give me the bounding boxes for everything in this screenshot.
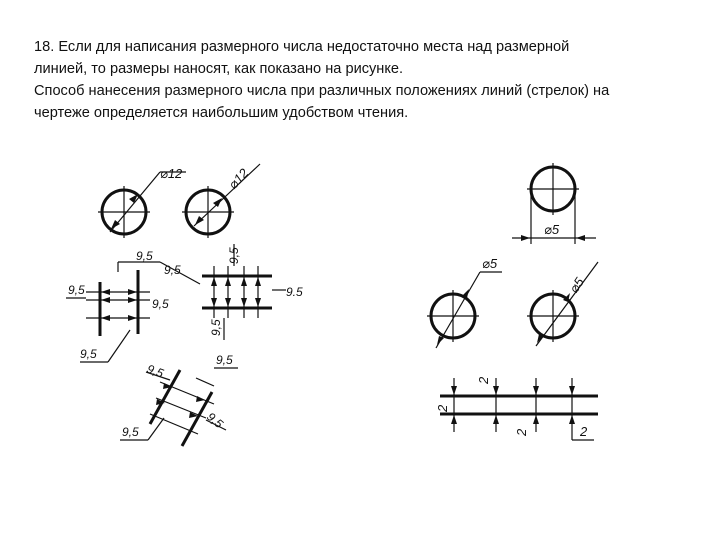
dimension-label: 2 [435,404,450,412]
dimension-label: ⌀12 [160,166,183,181]
dimension-label: 2 [514,428,529,436]
circle-dimension-mid-left [427,256,502,348]
dimension-label: 2 [476,376,491,384]
dimension-label: 9.5 [286,285,303,299]
circle-dimension-mid-right [527,262,598,346]
dimension-label: 9,5 [136,249,153,263]
text-line: линией, то размеры наносят, как показано на рисунке. [34,61,404,77]
dimension-label: ⌀5 [544,222,560,237]
dimension-label: 9,5 [164,263,181,277]
dimension-stack-center [160,244,303,340]
dimension-label: 9,5 [227,247,241,264]
dimension-label: ⌀5 [482,256,498,271]
dimension-label: 9,5 [144,361,166,381]
dimension-label: ⌀5 [566,274,587,296]
dimension-label: 9,5 [209,319,223,336]
dimension-label: 9,5 [216,353,233,367]
circle-dimension-right [182,164,260,238]
dimension-stack-inclined [120,353,238,446]
text-line: 18. Если для написания размерного числа недостаточно места над размерной [34,39,570,55]
dimension-label: 9,5 [204,409,226,432]
dimension-label: 2 [580,424,588,439]
text-line: чертеже определяется наибольшим удобством чтения. [34,105,409,121]
text-line: Способ нанесения размерного числа при различных положениях линий (стрелок) на [34,83,610,99]
dimension-label: 9,5 [68,283,85,297]
dimension-label: 9,5 [122,425,139,439]
circle-dimension-left [98,166,186,238]
dimension-label: 9,5 [152,297,169,311]
circle-dimension-top-right [512,163,596,244]
dimension-stack-left [66,249,169,362]
dimension-label: 9,5 [80,347,97,361]
dimension-small-gaps [435,376,598,440]
dimension-label: ⌀12 [225,165,252,193]
